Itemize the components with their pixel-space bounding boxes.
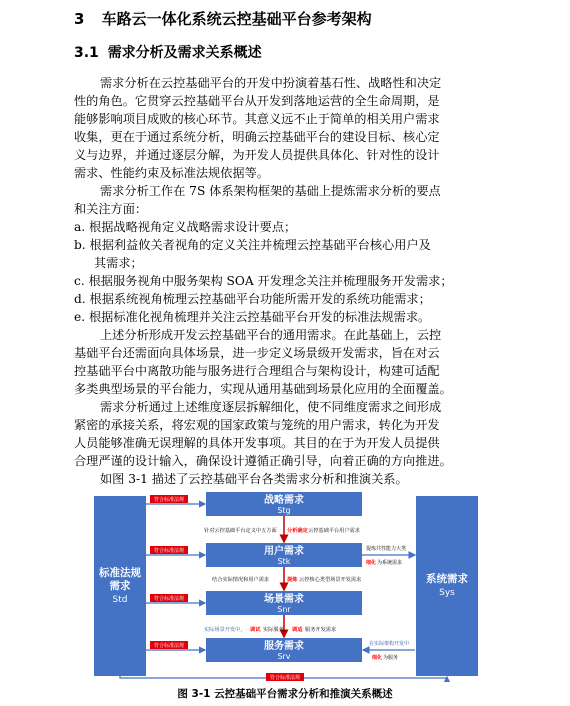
text-line: 需求、性能约束及标准法规依据等。 [74, 166, 269, 180]
service-title: 服务需求 [264, 641, 304, 652]
note-r1b: 细化 [366, 560, 377, 566]
compliance-tag-text: 符合标准法规 [153, 596, 185, 602]
note-1c: 云控基础平台用户需求 [308, 528, 360, 534]
note-r2a: 在实际架构开发中 [369, 641, 410, 647]
text-line: 如图 3-1 描述了云控基础平台各类需求分析和推演关系。 [100, 472, 408, 486]
section-heading [74, 8, 372, 29]
system-abbr: Sys [439, 588, 455, 598]
list-item: c. 根据服务视角中服务架构 SOA 开发理念关注并梳理服务开发需求； [74, 274, 453, 288]
system-title: 系统需求 [426, 573, 468, 585]
paragraph-4 [74, 398, 499, 470]
requirement-list [74, 218, 499, 326]
text-line: 能够影响项目成败的核心环节。其意义远不止于简单的相关用户需求 [74, 112, 440, 126]
section-number: 3 [74, 10, 85, 28]
note-3b: 调试 [250, 627, 261, 633]
list-item: d. 根据系统视角梳理云控基础平台功能所需开发的系统功能需求； [74, 292, 431, 306]
list-item: e. 根据标准化视角梳理并关注云控基础平台开发的标准法规需求。 [74, 310, 431, 324]
paragraph-2 [74, 182, 499, 218]
note-2b: 提炼 [287, 577, 298, 583]
text-line: 需求分析工作在 7S 体系架构框架的基础上提炼需求分析的要点 [100, 184, 441, 198]
subsection-number: 3.1 [74, 45, 99, 61]
text-line: 合理严谨的设计输入，确保设计遵循正确引导，向着正确的方向推进。 [74, 454, 452, 468]
note-3d: 调适 [292, 627, 303, 633]
list-item: a. 根据战略视角定义战略需求设计要点； [74, 220, 297, 234]
requirements-diagram [94, 492, 480, 682]
text-line: 义与边界，并通过逐层分解，为开发人员提供具体化、针对性的设计 [74, 148, 440, 162]
standards-abbr: Std [112, 595, 128, 605]
scenario-abbr: Snr [277, 605, 291, 614]
standards-title: 标准法规 [99, 567, 141, 579]
note-2c: 云控核心类型场景开发需求 [299, 577, 362, 583]
text-line: 上述分析形成开发云控基础平台的通用需求。在此基础上，云控 [100, 328, 442, 342]
text-line: 多类典型场景的平台能力，实现从通用基础到场景化应用的全面覆盖。 [74, 382, 452, 396]
text-line: 紧密的承接关系，将宏观的国家政策与笼统的用户需求，转化为开发 [74, 418, 440, 432]
text-line: 基础平台还需面向具体场景，进一步定义场景级开发需求，旨在对云 [74, 346, 440, 360]
note-1b: 分析确定 [287, 528, 308, 534]
subsection-heading [74, 42, 262, 62]
section-title: 车路云一体化系统云控基础平台参考架构 [101, 10, 372, 28]
list-item-continuation: 其需求； [94, 256, 143, 270]
paragraph-1 [74, 74, 499, 182]
list-item: b. 根据利益攸关者视角的定义关注并梳理云控基础平台核心用户及 [74, 238, 431, 252]
user-title: 用户需求 [264, 546, 304, 557]
note-r1c: 为系统需求 [377, 560, 403, 566]
compliance-tag-text: 符合标准法规 [269, 675, 301, 681]
note-3e: 服务开发需求 [305, 627, 337, 633]
strategy-abbr: Stg [277, 506, 291, 515]
note-r1a: 提炼共性能力大类 [366, 546, 407, 552]
strategy-title: 战略需求 [264, 495, 304, 506]
text-line: 控基础平台中离散功能与服务进行合理组合与架构设计，构建可适配 [74, 364, 440, 378]
standards-title-2: 需求 [109, 580, 131, 592]
compliance-tag-text: 符合标准法规 [153, 548, 185, 554]
note-2a: 结合实际情况和用户需求 [212, 577, 270, 583]
paragraph-3 [74, 326, 499, 398]
paragraph-5 [74, 470, 499, 488]
note-1a: 针对云控基础平台定义中五方面 [204, 528, 277, 534]
compliance-tag-text: 符合标准法规 [153, 497, 185, 503]
subsection-title: 需求分析及需求关系概述 [107, 45, 262, 61]
figure-caption: 图 3-1 云控基础平台需求分析和推演关系概述 [177, 688, 393, 700]
body-text [74, 74, 499, 488]
note-r2c: 为服务 [383, 655, 399, 661]
text-line: 性的角色。它贯穿云控基础平台从开发到落地运营的全生命周期，是 [74, 94, 440, 108]
text-line: 人员能够准确无误理解的具体开发事项。其目的在于为开发人员提供 [74, 436, 440, 450]
compliance-tag-text: 符合标准法规 [153, 643, 185, 649]
note-r2b: 细化 [372, 655, 383, 661]
text-line: 需求分析通过上述维度逐层拆解细化，使不同维度需求之间形成 [100, 400, 442, 414]
note-3a: 实际场景开发中， [204, 627, 246, 633]
note-3c: 实际服务， [263, 627, 289, 633]
system-box [416, 496, 478, 676]
text-line: 和关注方面： [74, 202, 148, 216]
text-line: 需求分析在云控基础平台的开发中扮演着基石性、战略性和决定 [100, 76, 442, 90]
user-abbr: Stk [277, 557, 291, 566]
text-line: 收集，更在于通过系统分析，明确云控基础平台的建设目标、核心定 [74, 130, 440, 144]
scenario-title: 场景需求 [264, 594, 304, 605]
service-abbr: Srv [277, 652, 291, 661]
